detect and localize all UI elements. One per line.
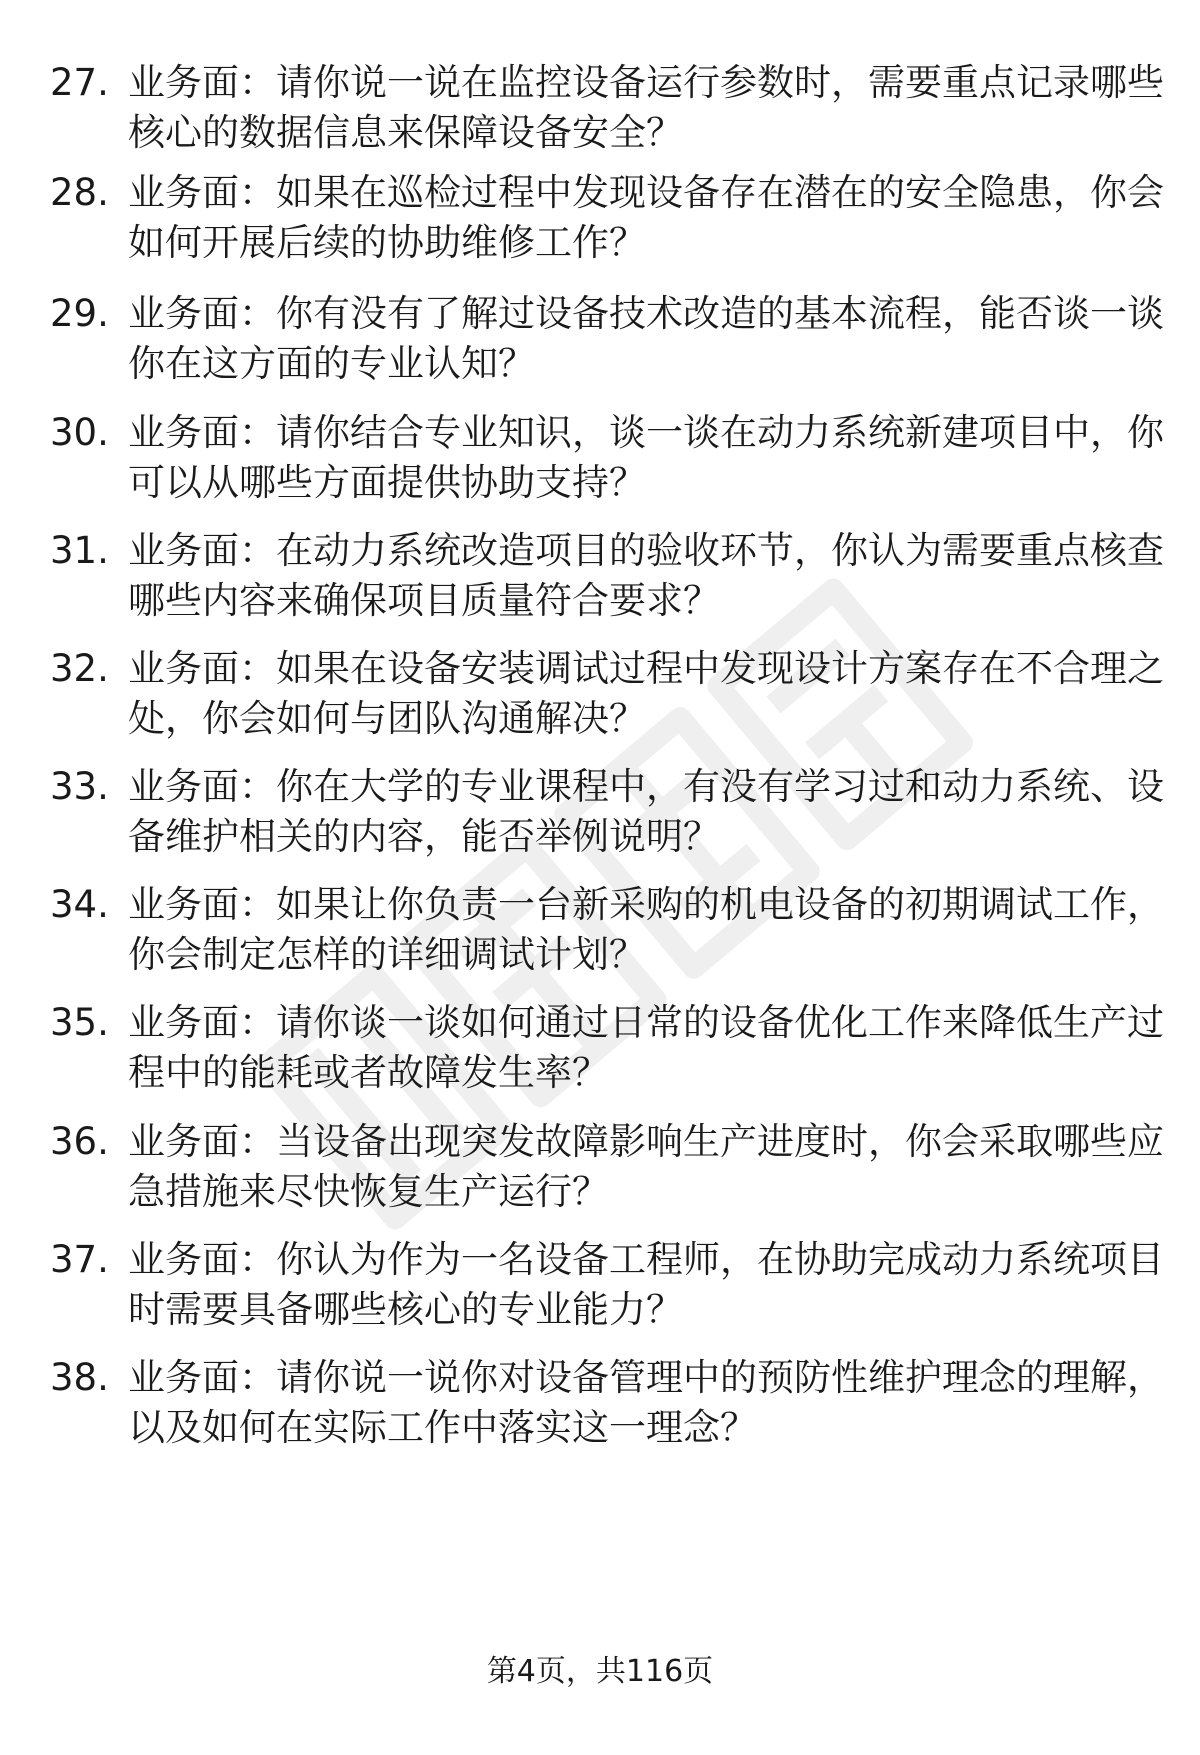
question-number: 38.	[50, 1356, 109, 1399]
question-item	[0, 998, 1200, 1108]
question-item	[0, 762, 1200, 872]
question-number: 30.	[50, 411, 109, 454]
question-line: 核心的数据信息来保障设备安全？	[128, 111, 683, 154]
question-item	[0, 880, 1200, 990]
question-number: 37.	[50, 1238, 109, 1281]
question-line: 业务面：请你谈一谈如何通过日常的设备优化工作来降低生产过	[128, 1001, 1164, 1044]
question-item	[0, 289, 1200, 399]
question-text	[128, 1235, 1164, 1335]
question-item	[0, 644, 1200, 754]
question-number: 29.	[50, 292, 109, 335]
question-text	[128, 1353, 1164, 1453]
question-line: 以及如何在实际工作中落实这一理念？	[128, 1406, 757, 1449]
question-text	[128, 526, 1164, 626]
question-line: 业务面：当设备出现突发故障影响生产进度时，你会采取哪些应	[128, 1120, 1164, 1163]
question-text	[128, 289, 1164, 389]
question-number: 35.	[50, 1001, 109, 1044]
question-line: 备维护相关的内容，能否举例说明？	[128, 815, 720, 858]
page-footer: 第4页，共116页	[486, 1654, 714, 1689]
question-text	[128, 408, 1164, 508]
question-line: 如何开展后续的协助维修工作？	[128, 221, 646, 264]
question-text	[128, 1117, 1164, 1217]
question-line: 时需要具备哪些核心的专业能力？	[128, 1288, 683, 1331]
question-number: 27.	[50, 61, 109, 104]
question-item	[0, 1235, 1200, 1345]
question-line: 你在这方面的专业认知？	[128, 342, 535, 385]
question-text	[128, 644, 1164, 744]
question-line: 业务面：如果让你负责一台新采购的机电设备的初期调试工作，	[128, 883, 1164, 926]
question-line: 业务面：如果在巡检过程中发现设备存在潜在的安全隐患，你会	[128, 171, 1164, 214]
question-item	[0, 168, 1200, 278]
question-number: 28.	[50, 171, 109, 214]
question-item	[0, 1353, 1200, 1463]
question-item	[0, 408, 1200, 518]
question-number: 31.	[50, 529, 109, 572]
question-text	[128, 998, 1164, 1098]
question-line: 业务面：请你说一说在监控设备运行参数时，需要重点记录哪些	[128, 61, 1164, 104]
question-text	[128, 58, 1164, 158]
question-line: 业务面：你认为作为一名设备工程师，在协助完成动力系统项目	[128, 1238, 1164, 1281]
question-text	[128, 880, 1164, 980]
question-line: 处，你会如何与团队沟通解决？	[128, 697, 646, 740]
question-number: 34.	[50, 883, 109, 926]
question-item	[0, 1117, 1200, 1227]
question-text	[128, 168, 1164, 268]
question-line: 业务面：请你结合专业知识，谈一谈在动力系统新建项目中，你	[128, 411, 1164, 454]
question-line: 程中的能耗或者故障发生率？	[128, 1051, 609, 1094]
question-line: 业务面：在动力系统改造项目的验收环节，你认为需要重点核查	[128, 529, 1164, 572]
question-line: 你会制定怎样的详细调试计划？	[128, 933, 646, 976]
question-item	[0, 58, 1200, 168]
question-number: 36.	[50, 1120, 109, 1163]
question-line: 业务面：你有没有了解过设备技术改造的基本流程，能否谈一谈	[128, 292, 1164, 335]
question-line: 哪些内容来确保项目质量符合要求？	[128, 579, 720, 622]
question-line: 业务面：你在大学的专业课程中，有没有学习过和动力系统、设	[128, 765, 1164, 808]
question-number: 32.	[50, 647, 109, 690]
question-line: 可以从哪些方面提供协助支持？	[128, 461, 646, 504]
question-line: 业务面：请你说一说你对设备管理中的预防性维护理念的理解，	[128, 1356, 1164, 1399]
question-line: 业务面：如果在设备安装调试过程中发现设计方案存在不合理之	[128, 647, 1164, 690]
question-text	[128, 762, 1164, 862]
question-number: 33.	[50, 765, 109, 808]
question-item	[0, 526, 1200, 636]
question-line: 急措施来尽快恢复生产运行？	[128, 1170, 609, 1213]
